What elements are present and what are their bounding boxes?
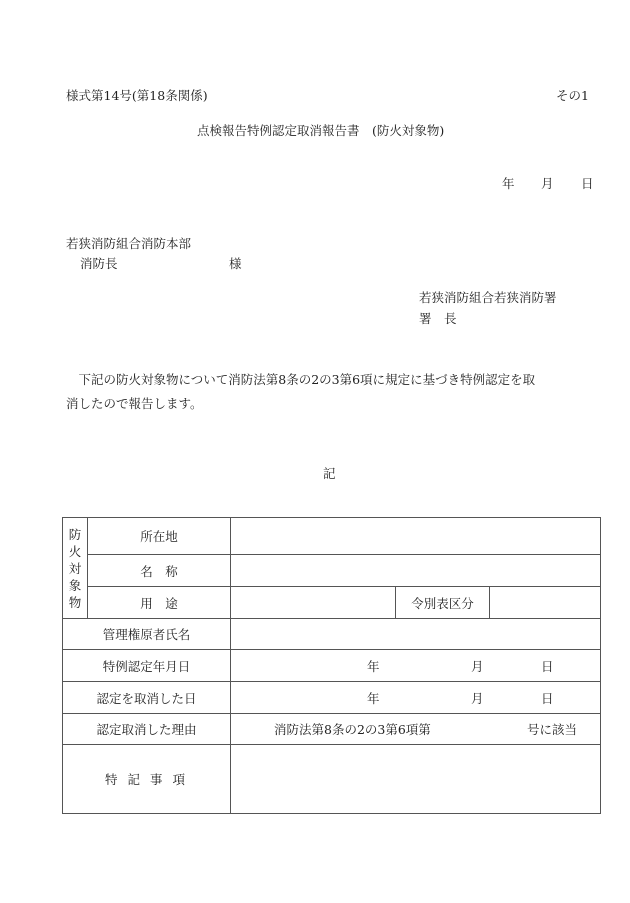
cancel-date-row [63,682,601,714]
sender-title: 署 長 [419,311,457,326]
addressee-name: 消防長 [80,256,118,271]
date-day-label: 日 [581,176,594,191]
document-title: 点検報告特例認定取消報告書 (防火対象物) [197,123,445,138]
ki-heading: 記 [323,466,336,481]
notes-field[interactable] [231,745,601,814]
cancel-date-label: 認定を取消した日 [63,682,231,714]
sheet-number: その1 [556,88,589,103]
form-number: 様式第14号(第18条関係) [66,88,208,103]
addressee-organization: 若狭消防組合消防本部 [66,236,192,251]
cert-day-label: 日 [541,658,554,674]
cancel-day-label: 日 [541,690,554,706]
owner-label: 管理権原者氏名 [63,619,231,650]
fire-target-group-label: 防 火 対 象 物 [63,518,88,619]
cert-date-field[interactable] [231,650,601,682]
use-label: 用 途 [88,587,231,619]
name-field[interactable] [231,555,601,587]
name-row [63,555,601,587]
use-field[interactable] [231,587,396,619]
name-label: 名 称 [88,555,231,587]
cert-month-label: 月 [471,658,484,674]
reason-field[interactable] [231,714,601,745]
owner-row [63,619,601,650]
address-field[interactable] [231,518,601,555]
cert-year-label: 年 [367,658,380,674]
cancel-date-field[interactable] [231,682,601,714]
notes-row [63,745,601,814]
cert-date-label: 特例認定年月日 [63,650,231,682]
notes-label: 特 記 事 項 [63,745,231,814]
addressee-honorific: 様 [229,256,242,271]
reason-prefix: 消防法第8条の2の3第6項第 [274,722,431,737]
reason-label: 認定取消した理由 [63,714,231,745]
cancel-year-label: 年 [367,690,380,706]
sender-organization: 若狭消防組合若狭消防署 [419,290,557,305]
ordinance-class-field[interactable] [490,587,601,619]
use-row [63,587,601,619]
owner-field[interactable] [231,619,601,650]
reason-item-number-blank[interactable] [463,722,523,736]
address-label: 所在地 [88,518,231,555]
report-body [66,368,596,416]
body-line-1: 下記の防火対象物について消防法第8条の2の3第6項に規定に基づき特例認定を取 [78,372,536,387]
reason-suffix: 号に該当 [527,722,578,737]
ordinance-class-label: 令別表区分 [396,587,490,619]
report-form-table [62,517,601,814]
date-year-label: 年 [502,176,515,191]
date-month-label: 月 [541,176,554,191]
reason-row [63,714,601,745]
cert-date-row [63,650,601,682]
body-line-2: 消したので報告します。 [66,396,203,411]
cancel-month-label: 月 [471,690,484,706]
address-row [63,518,601,555]
